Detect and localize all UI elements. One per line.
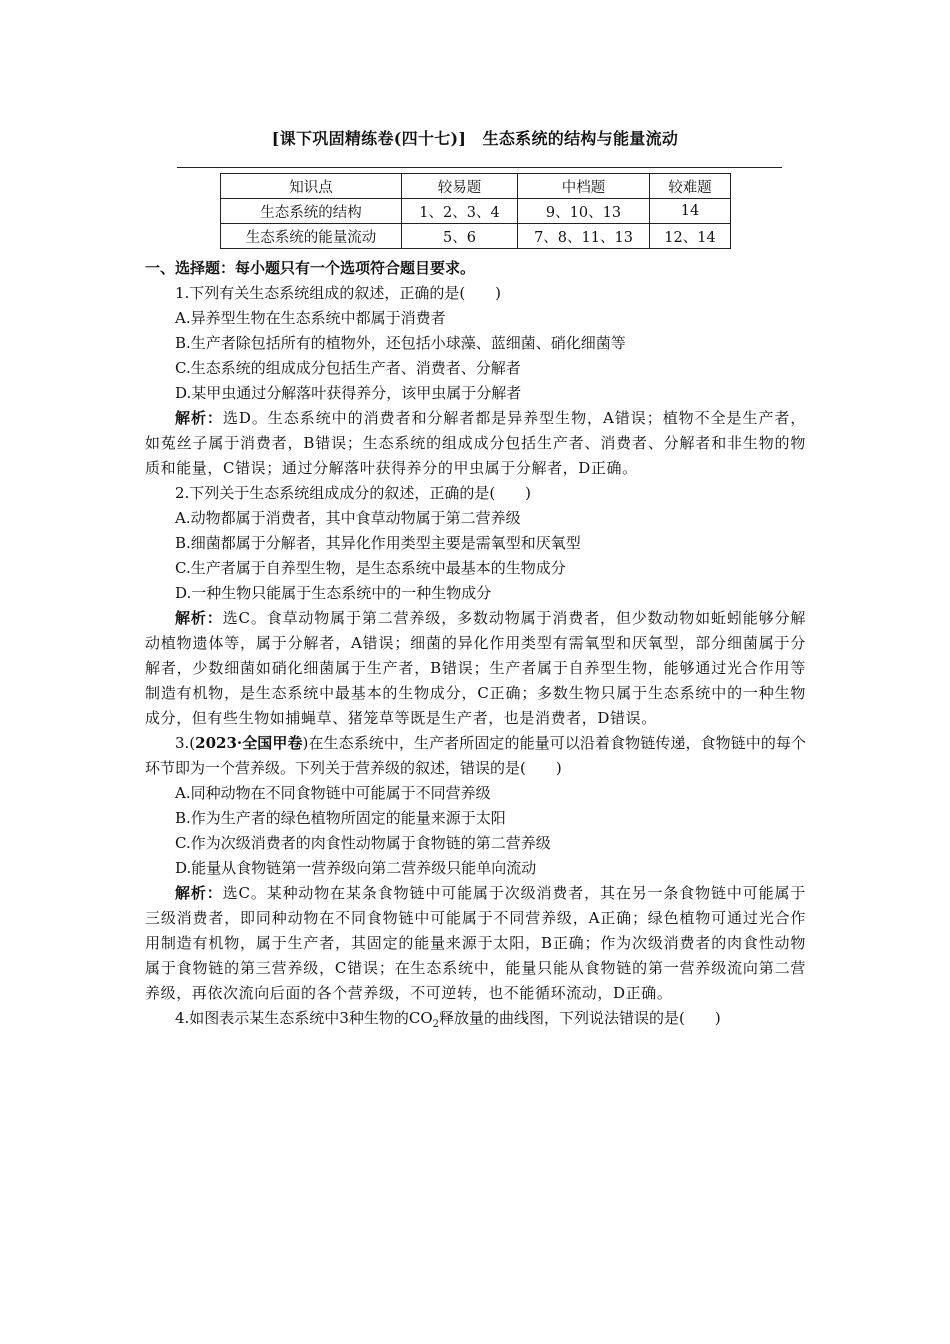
table-cell: 生态系统的能量流动	[221, 224, 402, 249]
table-header-row	[221, 174, 731, 199]
explanation-label: 解析：	[175, 884, 223, 902]
explanation-text: 选C。食草动物属于第二营养级，多数动物属于消费者，但少数动物如蚯蚓能够分解动植物遗体等，属于分解者，A错误；细菌的异化作用类型有需氧型和厌氧型，部分细菌属于分解者，少数细菌如硝化细菌属于生产者，B错误；生产者属于自养型生物，能够通过光合作用等制造有机物，是生态系统中最基本的生物成分，C正确；多数生物只属于生态系统中的一种生物成分，但有些生物如捕蝇草、猪笼草等既是生产者，也是消费者，D错误。	[145, 609, 806, 727]
page-title: [课下巩固精练卷(四十七)] 生态系统的结构与能量流动	[271, 129, 679, 148]
question-stem-text: 释放量的曲线图，下列说法错误的是( )	[439, 1009, 721, 1027]
question-stem-text: 4.如图表示某生态系统中3种生物的CO	[175, 1009, 433, 1027]
section-title: 一、选择题：每小题只有一个选项符合题目要求。	[145, 259, 476, 277]
question-3-option-c: C.作为次级消费者的肉食性动物属于食物链的第二营养级	[175, 834, 551, 852]
question-number: 3.(	[175, 734, 196, 752]
table-header-cell: 知识点	[221, 174, 402, 199]
table-header-cell: 较易题	[402, 174, 518, 199]
question-3-option-a: A.同种动物在不同食物链中可能属于不同营养级	[175, 784, 491, 802]
table-cell: 12、14	[650, 224, 731, 249]
question-source: 2023·全国甲卷	[195, 734, 303, 752]
explanation-label: 解析：	[175, 609, 223, 627]
table-cell: 7、8、11、13	[518, 224, 650, 249]
knowledge-point-table	[220, 173, 731, 249]
question-1-explanation	[145, 406, 806, 481]
explanation-text: 选C。某种动物在某条食物链中可能属于次级消费者，其在另一条食物链中可能属于三级消费者，即同种动物在不同食物链中可能属于不同营养级，A正确；绿色植物可通过光合作用制造有机物，属于生产者，其固定的能量来源于太阳，B正确；作为次级消费者的肉食性动物属于食物链的第三营养级，C错误；在生态系统中，能量只能从食物链的第一营养级流向第二营养级，再依次流向后面的各个营养级，不可逆转，也不能循环流动，D正确。	[145, 884, 806, 1002]
question-2-option-b: B.细菌都属于分解者，其异化作用类型主要是需氧型和厌氧型	[175, 534, 581, 552]
question-2-option-d: D.一种生物只能属于生态系统中的一种生物成分	[175, 584, 492, 602]
table-row	[221, 224, 731, 249]
question-1-option-b: B.生产者除包括所有的植物外，还包括小球藻、蓝细菌、硝化细菌等	[175, 334, 626, 352]
title-divider	[177, 167, 782, 168]
question-2-option-a: A.动物都属于消费者，其中食草动物属于第二营养级	[175, 509, 521, 527]
question-stem-text: )在生态系统中，生产者所固定的能量可以沿着食物链传递，食物链中的每个环节即为一个营养级。下列关于营养级的叙述，错误的是( )	[145, 734, 806, 777]
question-1-option-c: C.生态系统的组成成分包括生产者、消费者、分解者	[175, 359, 521, 377]
table-cell: 生态系统的结构	[221, 199, 402, 224]
table-cell: 14	[650, 199, 731, 224]
question-3-stem	[145, 731, 806, 781]
subscript: 2	[432, 1019, 440, 1030]
table-cell: 5、6	[402, 224, 518, 249]
question-content	[145, 256, 806, 1037]
table-cell: 9、10、13	[518, 199, 650, 224]
question-4-stem	[145, 1006, 806, 1037]
question-1-option-d: D.某甲虫通过分解落叶获得养分，该甲虫属于分解者	[175, 384, 522, 402]
question-3-option-b: B.作为生产者的绿色植物所固定的能量来源于太阳	[175, 809, 506, 827]
question-2-stem: 2.下列关于生态系统组成成分的叙述，正确的是( )	[175, 484, 532, 502]
question-2-option-c: C.生产者属于自养型生物，是生态系统中最基本的生物成分	[175, 559, 566, 577]
explanation-text: 选D。生态系统中的消费者和分解者都是异养型生物，A错误；植物不全是生产者，如菟丝子属于消费者，B错误；生态系统的组成成分包括生产者、消费者、分解者和非生物的物质和能量，C错误；通过分解落叶获得养分的甲虫属于分解者，D正确。	[145, 409, 806, 477]
question-2-explanation	[145, 606, 806, 731]
explanation-label: 解析：	[175, 409, 223, 427]
table-header-cell: 较难题	[650, 174, 731, 199]
question-1-stem: 1.下列有关生态系统组成的叙述，正确的是( )	[175, 284, 502, 302]
table-row	[221, 199, 731, 224]
question-3-explanation	[145, 881, 806, 1006]
table-header-cell: 中档题	[518, 174, 650, 199]
question-3-option-d: D.能量从食物链第一营养级向第二营养级只能单向流动	[175, 859, 537, 877]
question-1-option-a: A.异养型生物在生态系统中都属于消费者	[175, 309, 446, 327]
table-cell: 1、2、3、4	[402, 199, 518, 224]
